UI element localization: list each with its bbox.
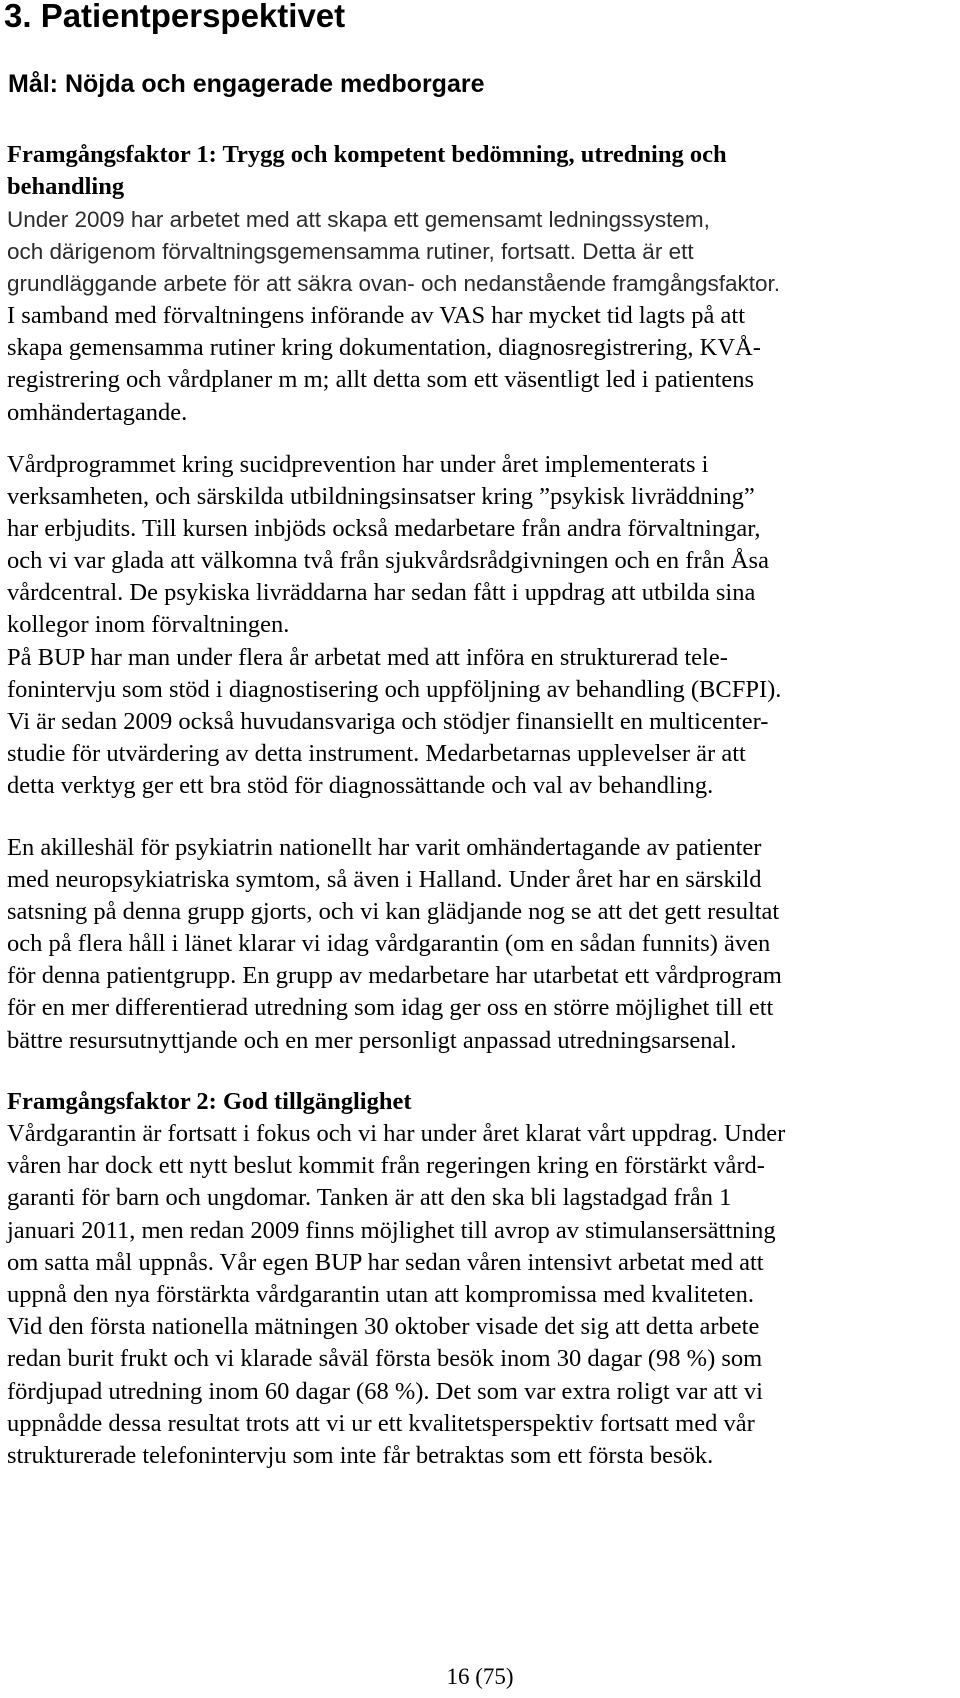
paragraph-line: Vi är sedan 2009 också huvudansvariga och stödjer finansiellt en multicenter- (7, 708, 769, 735)
paragraph-line: Under 2009 har arbetet med att skapa ett gemensamt ledningssystem, (7, 206, 710, 232)
paragraph-neuropsykiatri (7, 832, 960, 1057)
page-number: 16 (75) (446, 1664, 514, 1689)
paragraph-line: Vårdprogrammet kring sucidprevention har under året implementerats i (7, 450, 709, 478)
success-factor-1-title (7, 139, 960, 203)
paragraph-line: detta verktyg ger ett bra stöd för diagnossättande och val av behandling. (7, 772, 714, 800)
paragraph-line: studie för utvärdering av detta instrument. Medarbetarnas upplevelser är att (7, 740, 746, 768)
paragraph-line: om satta mål uppnås. Vår egen BUP har sedan våren intensivt arbetat med att (7, 1248, 764, 1276)
paragraph-ledningssystem (7, 204, 960, 429)
paragraph-line: uppnådde dessa resultat trots att vi ur ett kvalitetsperspektiv fortsatt med vår (7, 1409, 755, 1437)
paragraph-line: med neuropsykiatriska symtom, så även i Halland. Under året har en särskild (7, 865, 762, 893)
paragraph-line: skapa gemensamma rutiner kring dokumentation, diagnosregistrering, KVÅ- (7, 334, 761, 362)
paragraph-line: grundläggande arbete för att säkra ovan- och nedanstående framgångsfaktor. (7, 270, 781, 296)
paragraph-line: vårdcentral. De psykiska livräddarna har sedan fått i uppdrag att utbilda sina (7, 579, 756, 607)
paragraph-line: har erbjudits. Till kursen inbjöds också medarbetare från andra förvaltningar, (7, 514, 761, 542)
goal-heading: Mål: Nöjda och engagerade medborgare (8, 70, 485, 98)
paragraph-line: redan burit frukt och vi klarade såväl första besök inom 30 dagar (98 %) som (7, 1345, 763, 1373)
paragraph-line: fonintervju som stöd i diagnostisering och uppföljning av behandling (BCFPI). (7, 675, 782, 703)
paragraph-line: uppnå den nya förstärkta vårdgarantin utan att kompromissa med kvaliteten. (7, 1280, 755, 1308)
paragraph-line: garanti för barn och ungdomar. Tanken är att den ska bli lagstadgad från 1 (7, 1184, 732, 1212)
paragraph-line: satsning på denna grupp gjorts, och vi kan glädjande nog se att det gett resultat (7, 897, 780, 925)
paragraph-line: En akilleshäl för psykiatrin nationellt har varit omhändertagande av patienter (7, 833, 762, 861)
paragraph-line: och vi var glada att välkomna två från sjukvårdsrådgivningen och en från Åsa (7, 547, 769, 575)
paragraph-line: för denna patientgrupp. En grupp av medarbetare har utarbetat ett vårdprogram (7, 962, 782, 990)
paragraph-line: Vårdgarantin är fortsatt i fokus och vi har under året klarat vårt uppdrag. Under (7, 1120, 786, 1147)
title-line: behandling (7, 173, 125, 201)
paragraph-line: våren har dock ett nytt beslut kommit från regeringen kring en förstärkt vård- (7, 1152, 765, 1180)
paragraph-line: Vid den första nationella mätningen 30 oktober visade det sig att detta arbete (7, 1313, 760, 1341)
success-factor-2-title: Framgångsfaktor 2: God tillgänglighet (7, 1088, 412, 1115)
paragraph-line: och på flera håll i länet klarar vi idag vårdgarantin (om en sådan funnits) även (7, 930, 771, 958)
paragraph-line: fördjupad utredning inom 60 dagar (68 %). Det som var extra roligt var att vi (7, 1377, 763, 1405)
paragraph-line: På BUP har man under flera år arbetat med att införa en strukturerad tele- (7, 643, 728, 671)
paragraph-line: januari 2011, men redan 2009 finns möjlighet till avrop av stimulansersättning (7, 1216, 776, 1244)
paragraph-line: bättre resursutnyttjande och en mer personligt anpassad utredningsarsenal. (7, 1026, 737, 1054)
paragraph-vardprogram (7, 449, 960, 803)
paragraph-line: I samband med förvaltningens införande av VAS har mycket tid lagts på att (7, 302, 746, 330)
section-heading: 3. Patientperspektivet (4, 0, 346, 34)
paragraph-line: registrering och vårdplaner m m; allt detta som ett väsentligt led i patientens (7, 366, 755, 394)
paragraph-line: verksamheten, och särskilda utbildningsinsatser kring ”psykisk livräddning” (7, 482, 755, 510)
paragraph-line: omhändertagande. (7, 398, 188, 426)
paragraph-line: för en mer differentierad utredning som idag ger oss en större möjlighet till ett (7, 994, 774, 1022)
paragraph-line: strukturerade telefonintervju som inte får betraktas som ett första besök. (7, 1441, 714, 1469)
paragraph-vardgaranti (7, 1118, 960, 1472)
paragraph-line: och därigenom förvaltningsgemensamma rutiner, fortsatt. Detta är ett (7, 238, 694, 264)
title-line: Framgångsfaktor 1: Trygg och kompetent bedömning, utredning och (7, 141, 727, 168)
paragraph-line: kollegor inom förvaltningen. (7, 611, 290, 639)
